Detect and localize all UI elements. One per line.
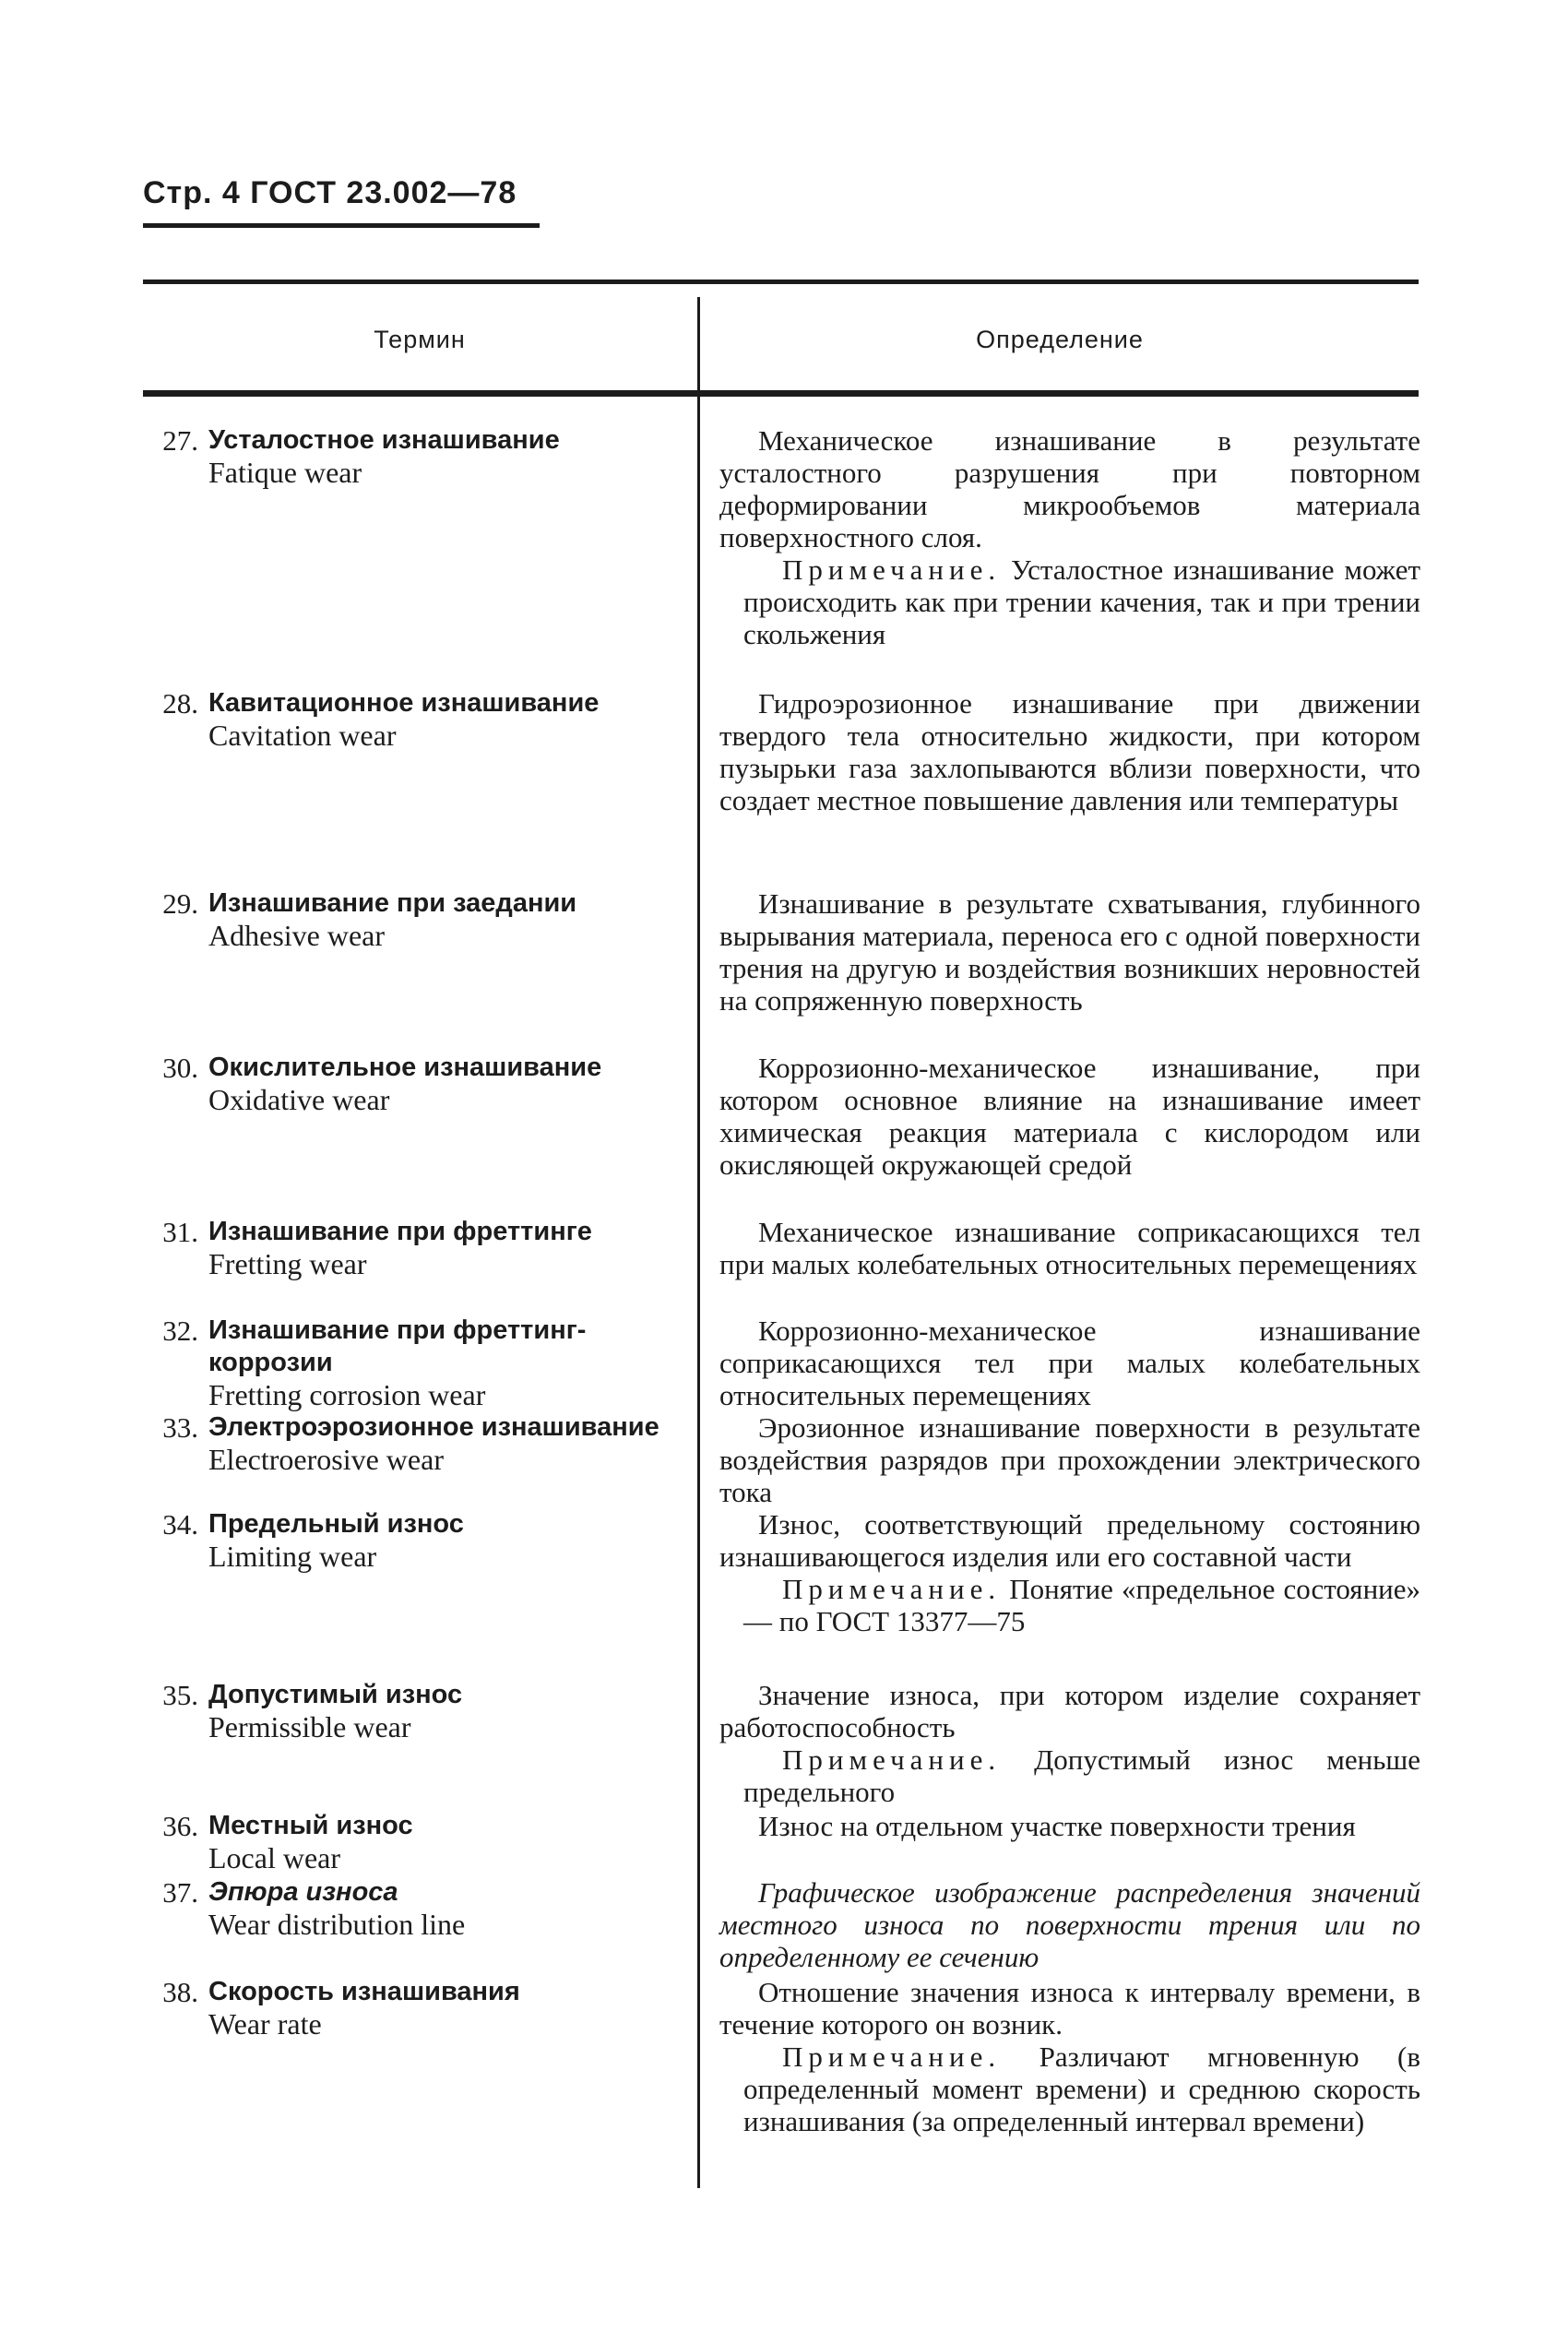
definition-note — [719, 1743, 1420, 1808]
definition-text: Эрозионное изнашивание поверхности в результате воздействия разрядов при прохождении электрического тока — [719, 1411, 1420, 1508]
definition-text: Отношение значения износа к интервалу времени, в течение которого он возник. — [719, 1976, 1420, 2040]
definition-cell — [719, 1679, 1420, 1808]
term-russian: Эпюра износа — [208, 1877, 398, 1907]
term-russian: Окислительное изнашивание — [208, 1053, 602, 1082]
term-number: 34. — [162, 1508, 198, 1541]
definition-cell — [719, 424, 1420, 650]
term-russian: Скорость изнашивания — [208, 1977, 520, 2006]
term-english: Fretting corrosion wear — [208, 1378, 486, 1411]
term-number: 35. — [162, 1679, 198, 1711]
term-number: 30. — [162, 1052, 198, 1084]
note-text: Понятие «предельное состояние» — по ГОСТ 13377—75 — [743, 1573, 1421, 1637]
definition-text: Коррозионно-механическое изнашивание, при котором основное влияние на изнашивание имеет химическая реакция материала с кислородом или окисляющей окружающей средой — [719, 1052, 1420, 1181]
term-russian: Изнашивание при заедании — [208, 888, 577, 918]
definition-cell — [719, 1876, 1420, 1973]
note-text: Различают мгновенную (в определенный момент времени) и среднюю скорость изнашивания (за определенный интервал времени) — [743, 2040, 1421, 2137]
term-cell — [148, 424, 664, 489]
term-cell — [148, 1216, 664, 1280]
term-cell — [148, 1411, 664, 1476]
term-english: Wear distribution line — [208, 1908, 466, 1941]
note-label: Примечание. — [782, 2040, 1002, 2073]
term-english: Adhesive wear — [208, 919, 386, 952]
definition-note — [719, 1573, 1420, 1637]
term-english: Fretting wear — [208, 1247, 367, 1280]
term-english: Electroerosive wear — [208, 1443, 444, 1476]
definition-text: Изнашивание в результате схватывания, глубинного вырывания материала, переноса его с одной поверхности трения на другую и воздействия возникших неровностей на сопряженную поверхность — [719, 887, 1420, 1017]
definition-cell — [719, 1052, 1420, 1181]
term-cell — [148, 1810, 664, 1874]
term-cell — [148, 1052, 664, 1116]
table-header-rule — [143, 390, 1419, 397]
note-text: Усталостное изнашивание может происходить как при трении качения, так и при трении скольжения — [743, 553, 1421, 650]
column-header-term: Термин — [374, 326, 466, 353]
term-number: 28. — [162, 687, 198, 720]
definition-text: Механическое изнашивание соприкасающихся тел при малых колебательных относительных перемещениях — [719, 1216, 1420, 1280]
definition-cell — [719, 887, 1420, 1017]
term-english: Permissible wear — [208, 1710, 411, 1743]
term-russian: Кавитационное изнашивание — [208, 688, 600, 718]
term-english: Fatique wear — [208, 456, 362, 489]
term-cell — [148, 1508, 664, 1573]
definition-cell — [719, 1216, 1420, 1280]
definition-text: Гидроэрозионное изнашивание при движении твердого тела относительно жидкости, при котором пузырьки газа захлопываются вблизи поверхности, что создает местное повышение давления или температуры — [719, 687, 1420, 816]
definition-text: Графическое изображение распределения значений местного износа по поверхности трения или по определенному ее сечению — [719, 1876, 1420, 1973]
definition-text: Значение износа, при котором изделие сохраняет работоспособность — [719, 1679, 1420, 1743]
term-cell — [148, 1876, 664, 1941]
definition-cell — [719, 1976, 1420, 2137]
note-label: Примечание. — [782, 1573, 1002, 1605]
column-header-definition: Определение — [976, 326, 1144, 353]
term-cell — [148, 887, 664, 952]
term-number: 37. — [162, 1876, 198, 1909]
term-cell — [148, 1315, 664, 1411]
definition-note — [719, 2040, 1420, 2137]
term-english: Oxidative wear — [208, 1083, 390, 1116]
column-divider — [697, 297, 700, 2188]
term-number: 31. — [162, 1216, 198, 1248]
note-label: Примечание. — [782, 1743, 1002, 1776]
definition-cell — [719, 687, 1420, 816]
term-english: Wear rate — [208, 2007, 322, 2040]
term-cell — [148, 687, 664, 752]
definition-cell — [719, 1411, 1420, 1508]
term-number: 32. — [162, 1315, 198, 1347]
term-english: Limiting wear — [208, 1540, 377, 1573]
note-label: Примечание. — [782, 553, 1002, 586]
page-header: Стр. 4 ГОСТ 23.002—78 — [143, 175, 517, 210]
definition-cell — [719, 1508, 1420, 1637]
table-top-rule — [143, 280, 1419, 284]
definition-text: Коррозионно-механическое изнашивание соприкасающихся тел при малых колебательных относительных перемещениях — [719, 1315, 1420, 1411]
definition-cell — [719, 1810, 1420, 1842]
definition-text: Износ, соответствующий предельному состоянию изнашивающегося изделия или его составной части — [719, 1508, 1420, 1573]
term-cell — [148, 1679, 664, 1743]
term-russian: Предельный износ — [208, 1509, 464, 1539]
term-english: Cavitation wear — [208, 719, 397, 752]
header-rule — [143, 223, 540, 228]
term-russian: Местный износ — [208, 1811, 413, 1840]
definition-note — [719, 553, 1420, 650]
term-number: 29. — [162, 887, 198, 920]
definition-text: Механическое изнашивание в результате усталостного разрушения при повторном деформировании микрообъемов материала поверхностного слоя. — [719, 424, 1420, 553]
term-cell — [148, 1976, 664, 2040]
term-russian: Изнашивание при фреттинг-коррозии — [208, 1315, 587, 1377]
term-number: 33. — [162, 1411, 198, 1444]
term-russian: Изнашивание при фреттинге — [208, 1217, 592, 1246]
term-number: 27. — [162, 424, 198, 457]
term-russian: Усталостное изнашивание — [208, 425, 560, 455]
note-text: Допустимый износ меньше предельного — [743, 1743, 1421, 1808]
term-english: Local wear — [208, 1841, 341, 1874]
term-number: 38. — [162, 1976, 198, 2008]
definition-text: Износ на отдельном участке поверхности трения — [758, 1810, 1356, 1842]
term-russian: Допустимый износ — [208, 1680, 463, 1709]
term-russian: Электроэрозионное изнашивание — [208, 1412, 659, 1442]
term-number: 36. — [162, 1810, 198, 1842]
definition-cell — [719, 1315, 1420, 1411]
